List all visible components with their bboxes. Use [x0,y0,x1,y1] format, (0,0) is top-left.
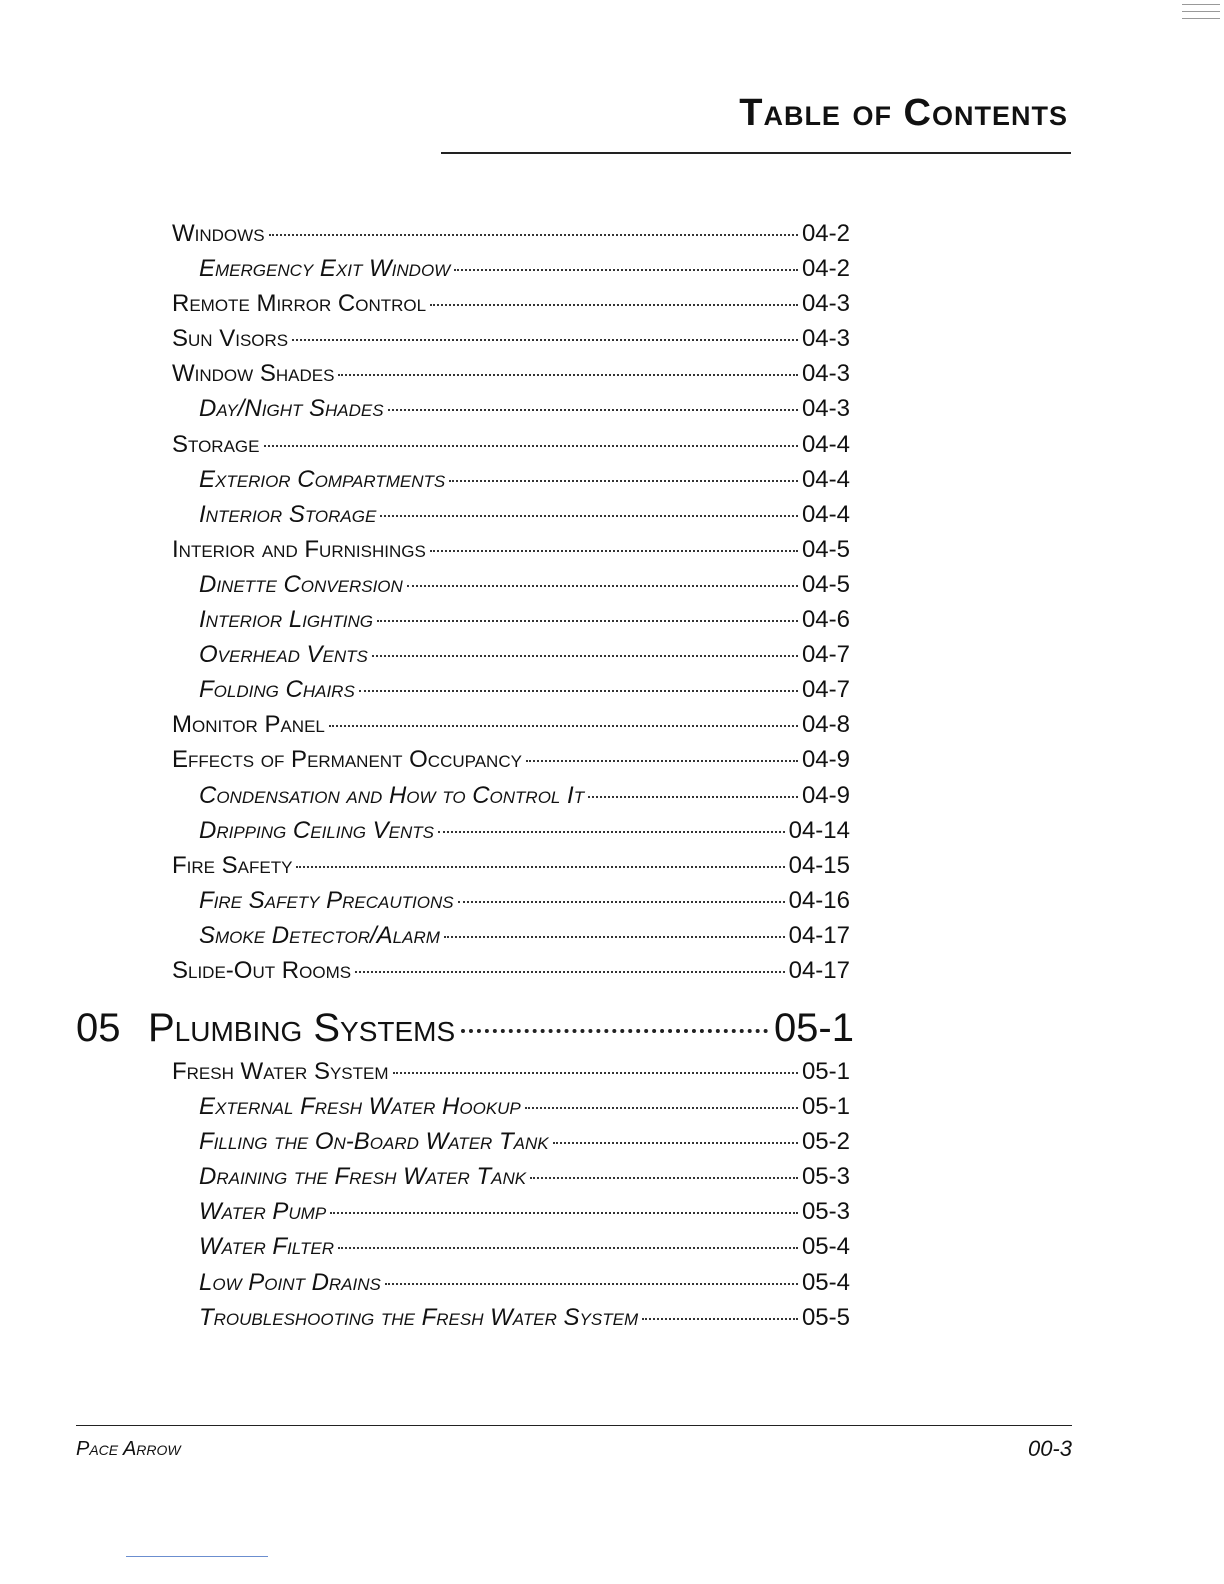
dot-leader [329,725,798,727]
dot-leader [553,1142,798,1144]
footer-divider [76,1425,1072,1426]
toc-entry-label: Windows [172,220,265,247]
toc-entry-label: Low Point Drains [199,1268,381,1296]
toc-entry-page: 04-5 [801,535,850,563]
dot-leader [530,1177,798,1179]
toc-entry-label: Dinette Conversion [199,570,403,598]
toc-entry-page: 04-17 [788,956,850,984]
toc-list-chapter-05 [172,1058,850,1339]
toc-entry[interactable] [172,536,850,571]
dot-leader [377,620,798,622]
toc-entry-page: 04-3 [801,360,850,388]
toc-entry-page: 04-3 [801,325,850,353]
dot-leader [264,445,798,447]
toc-entry-label: Troubleshooting the Fresh Water System [199,1303,639,1331]
footer-publication-name: Pace Arrow [76,1438,181,1460]
toc-entry-label: Filling the On-Board Water Tank [199,1128,549,1156]
toc-entry[interactable] [172,606,850,641]
toc-entry-page: 04-9 [801,746,850,774]
toc-entry[interactable] [172,1198,850,1233]
dot-leader [449,480,798,482]
toc-entry-page: 05-2 [801,1128,850,1156]
toc-entry-label: Condensation and How to Control It [199,781,585,809]
toc-entry[interactable] [172,641,850,676]
dot-leader [525,1107,798,1109]
toc-entry-label: Slide-Out Rooms [172,956,352,984]
chapter-title: Plumbing Systems [148,1006,456,1050]
chapter-number: 05 [76,1006,121,1050]
toc-entry-label: Monitor Panel [172,711,325,739]
toc-entry[interactable] [172,1058,850,1093]
toc-entry[interactable] [172,1093,850,1128]
toc-entry[interactable] [172,571,850,606]
toc-entry-label: Day/Night Shades [199,395,384,423]
toc-entry-label: Window Shades [172,360,335,388]
toc-entry-page: 04-4 [801,500,850,528]
dot-leader [385,1283,798,1285]
toc-entry-page: 04-7 [801,676,850,704]
toc-entry-label: Draining the Fresh Water Tank [199,1163,527,1191]
toc-entry-page: 04-17 [788,921,850,949]
toc-entry-page: 04-3 [801,290,850,318]
header-divider [441,152,1071,154]
toc-entry-page: 05-4 [801,1233,850,1261]
toc-entry-label: Water Filter [199,1233,334,1261]
toc-entry[interactable] [172,325,850,360]
toc-entry-label: Water Pump [199,1198,327,1226]
toc-entry[interactable] [172,290,850,325]
toc-entry-label: Fire Safety Precautions [199,886,454,914]
toc-entry[interactable] [172,466,850,501]
toc-entry[interactable] [172,395,850,430]
toc-entry-label: Dripping Ceiling Vents [199,816,434,844]
toc-entry-page: 04-3 [801,395,850,423]
toc-entry-page: 04-8 [801,711,850,739]
dot-leader [380,515,798,517]
toc-entry-label: External Fresh Water Hookup [199,1093,521,1121]
dot-leader [407,585,798,587]
dot-leader [458,901,785,903]
toc-entry-label: Exterior Compartments [199,465,446,493]
toc-entry[interactable] [172,817,850,852]
dot-leader [292,339,798,341]
toc-entry-page: 05-3 [801,1163,850,1191]
toc-entry[interactable] [172,676,850,711]
toc-entry[interactable] [172,501,850,536]
dot-leader [330,1212,798,1214]
toc-entry-page: 04-4 [801,430,850,458]
dot-leader [430,304,798,306]
toc-entry-page: 04-15 [788,851,850,879]
toc-entry-page: 04-14 [788,816,850,844]
chapter-dot-leader [461,1029,768,1033]
dot-leader [588,796,798,798]
toc-entry-page: 04-2 [801,220,850,247]
toc-entry[interactable] [172,746,850,781]
toc-entry[interactable] [172,360,850,395]
toc-entry[interactable] [172,1163,850,1198]
dot-leader [338,1247,798,1249]
chapter-heading[interactable] [76,1006,854,1051]
toc-entry-label: Storage [172,430,260,458]
toc-entry[interactable] [172,782,850,817]
toc-entry-page: 05-1 [801,1093,850,1121]
dot-leader [438,831,785,833]
toc-entry-label: Effects of Permanent Occupancy [172,746,522,774]
toc-entry-page: 04-2 [801,255,850,283]
toc-entry-label: Interior Lighting [199,606,374,634]
toc-entry-label: Fresh Water System [172,1058,389,1085]
toc-entry-page: 04-9 [801,781,850,809]
toc-entry-label: Sun Visors [172,325,289,353]
scan-corner-mark [1182,4,1220,32]
dot-leader [269,234,798,236]
toc-entry-label: Overhead Vents [199,641,368,669]
toc-entry-page: 04-16 [788,886,850,914]
toc-entry[interactable] [172,431,850,466]
toc-entry[interactable] [172,1128,850,1163]
toc-entry-label: Folding Chairs [199,676,355,704]
toc-entry[interactable] [172,957,850,992]
toc-entry[interactable] [172,711,850,746]
footer-page-number: 00-3 [1027,1436,1072,1461]
toc-entry[interactable] [172,922,850,957]
toc-entry-page: 05-5 [801,1303,850,1331]
toc-entry-page: 04-7 [801,641,850,669]
dot-leader [338,374,798,376]
scan-artifact-line [126,1556,268,1557]
toc-list-chapter-04 [172,220,850,992]
toc-entry-page: 04-4 [801,465,850,493]
toc-entry-label: Emergency Exit Window [199,255,451,283]
dot-leader [355,971,785,973]
toc-entry-label: Interior and Furnishings [172,535,426,563]
dot-leader [444,936,785,938]
toc-entry-page: 04-6 [801,606,850,634]
toc-entry-label: Interior Storage [199,500,377,528]
toc-entry[interactable] [172,220,850,255]
toc-entry-page: 05-3 [801,1198,850,1226]
toc-entry-label: Remote Mirror Control [172,290,427,318]
dot-leader [388,409,798,411]
toc-entry-page: 05-4 [801,1268,850,1296]
toc-entry[interactable] [172,1269,850,1304]
page-title: Table of Contents [739,92,1068,134]
dot-leader [642,1318,798,1320]
toc-entry-page: 04-5 [801,570,850,598]
dot-leader [526,760,798,762]
toc-entry[interactable] [172,887,850,922]
toc-entry[interactable] [172,1304,850,1339]
dot-leader [393,1072,798,1074]
toc-entry[interactable] [172,852,850,887]
toc-entry[interactable] [172,255,850,290]
toc-entry[interactable] [172,1233,850,1268]
chapter-page-number: 05-1 [773,1006,854,1050]
dot-leader [296,866,784,868]
toc-entry-label: Fire Safety [172,851,293,879]
dot-leader [372,655,798,657]
dot-leader [454,269,798,271]
toc-entry-label: Smoke Detector/Alarm [199,921,440,949]
dot-leader [430,550,798,552]
dot-leader [359,690,798,692]
toc-entry-page: 05-1 [801,1058,850,1085]
